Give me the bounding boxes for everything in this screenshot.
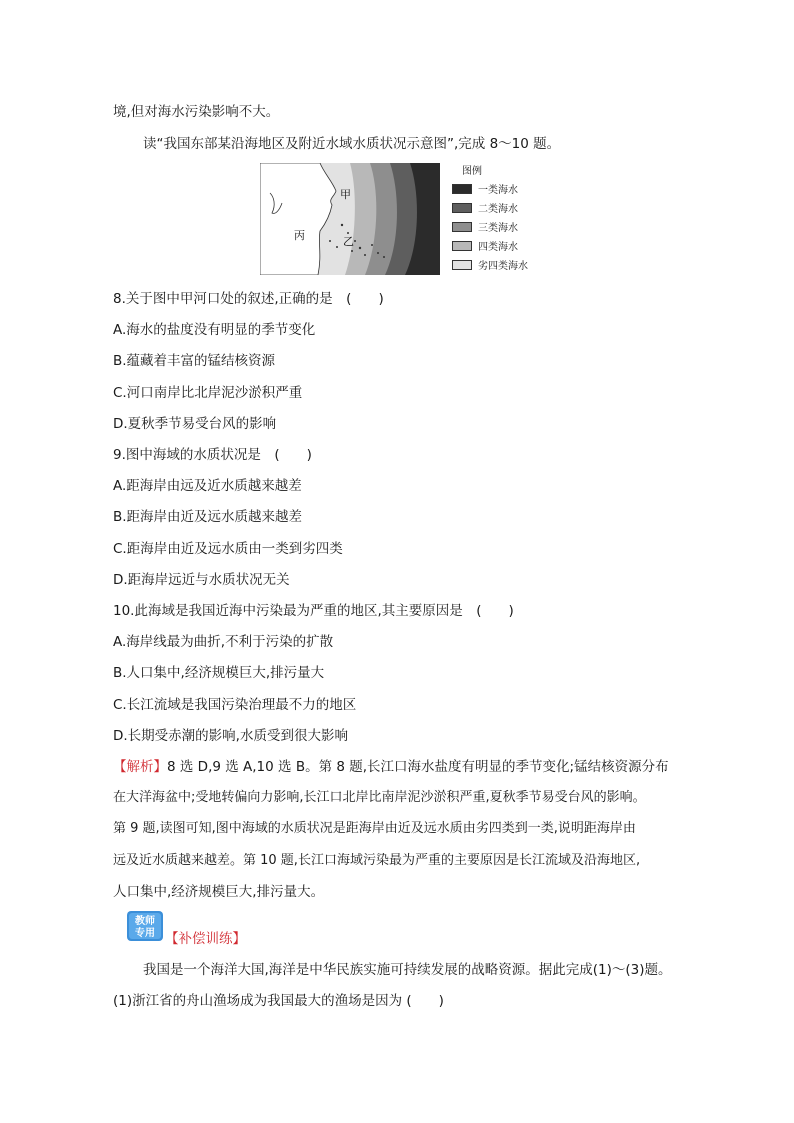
question-8-option-d: D.夏秋季节易受台风的影响	[113, 416, 277, 432]
label-jia: 甲	[340, 188, 351, 201]
label-yi: 乙	[343, 235, 354, 248]
question-9-option-d: D.距海岸远近与水质状况无关	[113, 572, 290, 588]
analysis-line-5: 人口集中,经济规模巨大,排污量大。	[113, 884, 325, 900]
analysis-tag: 【解析】	[113, 759, 167, 775]
supplement-intro: 我国是一个海洋大国,海洋是中华民族实施可持续发展的战略资源。据此完成(1)～(3)题。	[143, 962, 672, 978]
legend-label: 一类海水	[478, 185, 518, 196]
map-legend	[452, 165, 572, 274]
question-8-stem: 8.关于图中甲河口处的叙述,正确的是 ( )	[113, 291, 384, 307]
question-8-option-a: A.海水的盐度没有明显的季节变化	[113, 322, 316, 338]
analysis-line-2: 在大洋海盆中;受地转偏向力影响,长江口北岸比南岸泥沙淤积严重,夏秋季节易受台风的影响。	[113, 790, 646, 805]
analysis-line-3: 第 9 题,读图可知,图中海域的水质状况是距海岸由近及远水质由劣四类到一类,说明距海岸由	[113, 821, 636, 836]
intro-instruction: 读“我国东部某沿海地区及附近水域水质状况示意图”,完成 8～10 题。	[143, 136, 561, 152]
question-10-option-b: B.人口集中,经济规模巨大,排污量大	[113, 665, 325, 681]
legend-label: 二类海水	[478, 204, 518, 215]
question-10-option-a: A.海岸线最为曲折,不利于污染的扩散	[113, 634, 334, 650]
legend-label: 三类海水	[478, 223, 518, 234]
question-10-option-c: C.长江流域是我国污染治理最不力的地区	[113, 697, 357, 713]
question-9-stem: 9.图中海域的水质状况是 ( )	[113, 447, 312, 463]
analysis-text-1: 8 选 D,9 选 A,10 选 B。第 8 题,长江口海水盐度有明显的季节变化;锰结核资源分布	[167, 759, 669, 775]
question-10-option-d: D.长期受赤潮的影响,水质受到很大影响	[113, 728, 348, 744]
water-quality-map	[260, 163, 440, 275]
legend-swatch	[452, 260, 472, 270]
badge-top-text: 教师	[135, 916, 155, 927]
legend-title: 图例	[462, 166, 482, 177]
question-10-stem: 10.此海域是我国近海中污染最为严重的地区,其主要原因是 ( )	[113, 603, 514, 619]
question-9-option-a: A.距海岸由远及近水质越来越差	[113, 478, 302, 494]
legend-item	[452, 179, 572, 198]
analysis-line-4: 远及近水质越来越差。第 10 题,长江口海域污染最为严重的主要原因是长江流域及沿海地区,	[113, 853, 641, 868]
question-9-option-c: C.距海岸由近及远水质由一类到劣四类	[113, 541, 343, 557]
supplement-title: 【补偿训练】	[165, 931, 246, 947]
question-9-option-b: B.距海岸由近及远水质越来越差	[113, 509, 303, 525]
label-bing: 丙	[294, 229, 305, 242]
supplement-question-1: (1)浙江省的舟山渔场成为我国最大的渔场是因为 ( )	[113, 993, 444, 1009]
legend-swatch	[452, 241, 472, 251]
legend-swatch	[452, 222, 472, 232]
analysis-line-1	[113, 758, 669, 776]
legend-item	[452, 255, 572, 274]
question-8-option-b: B.蕴藏着丰富的锰结核资源	[113, 353, 276, 369]
legend-item	[452, 198, 572, 217]
legend-item	[452, 236, 572, 255]
legend-label: 劣四类海水	[478, 261, 528, 272]
teacher-only-badge	[127, 911, 163, 941]
question-8-option-c: C.河口南岸比北岸泥沙淤积严重	[113, 385, 303, 401]
legend-label: 四类海水	[478, 242, 518, 253]
legend-swatch	[452, 203, 472, 213]
legend-swatch	[452, 184, 472, 194]
badge-bottom-text: 专用	[135, 928, 155, 939]
intro-text: 境,但对海水污染影响不大。	[113, 104, 280, 120]
legend-item	[452, 217, 572, 236]
